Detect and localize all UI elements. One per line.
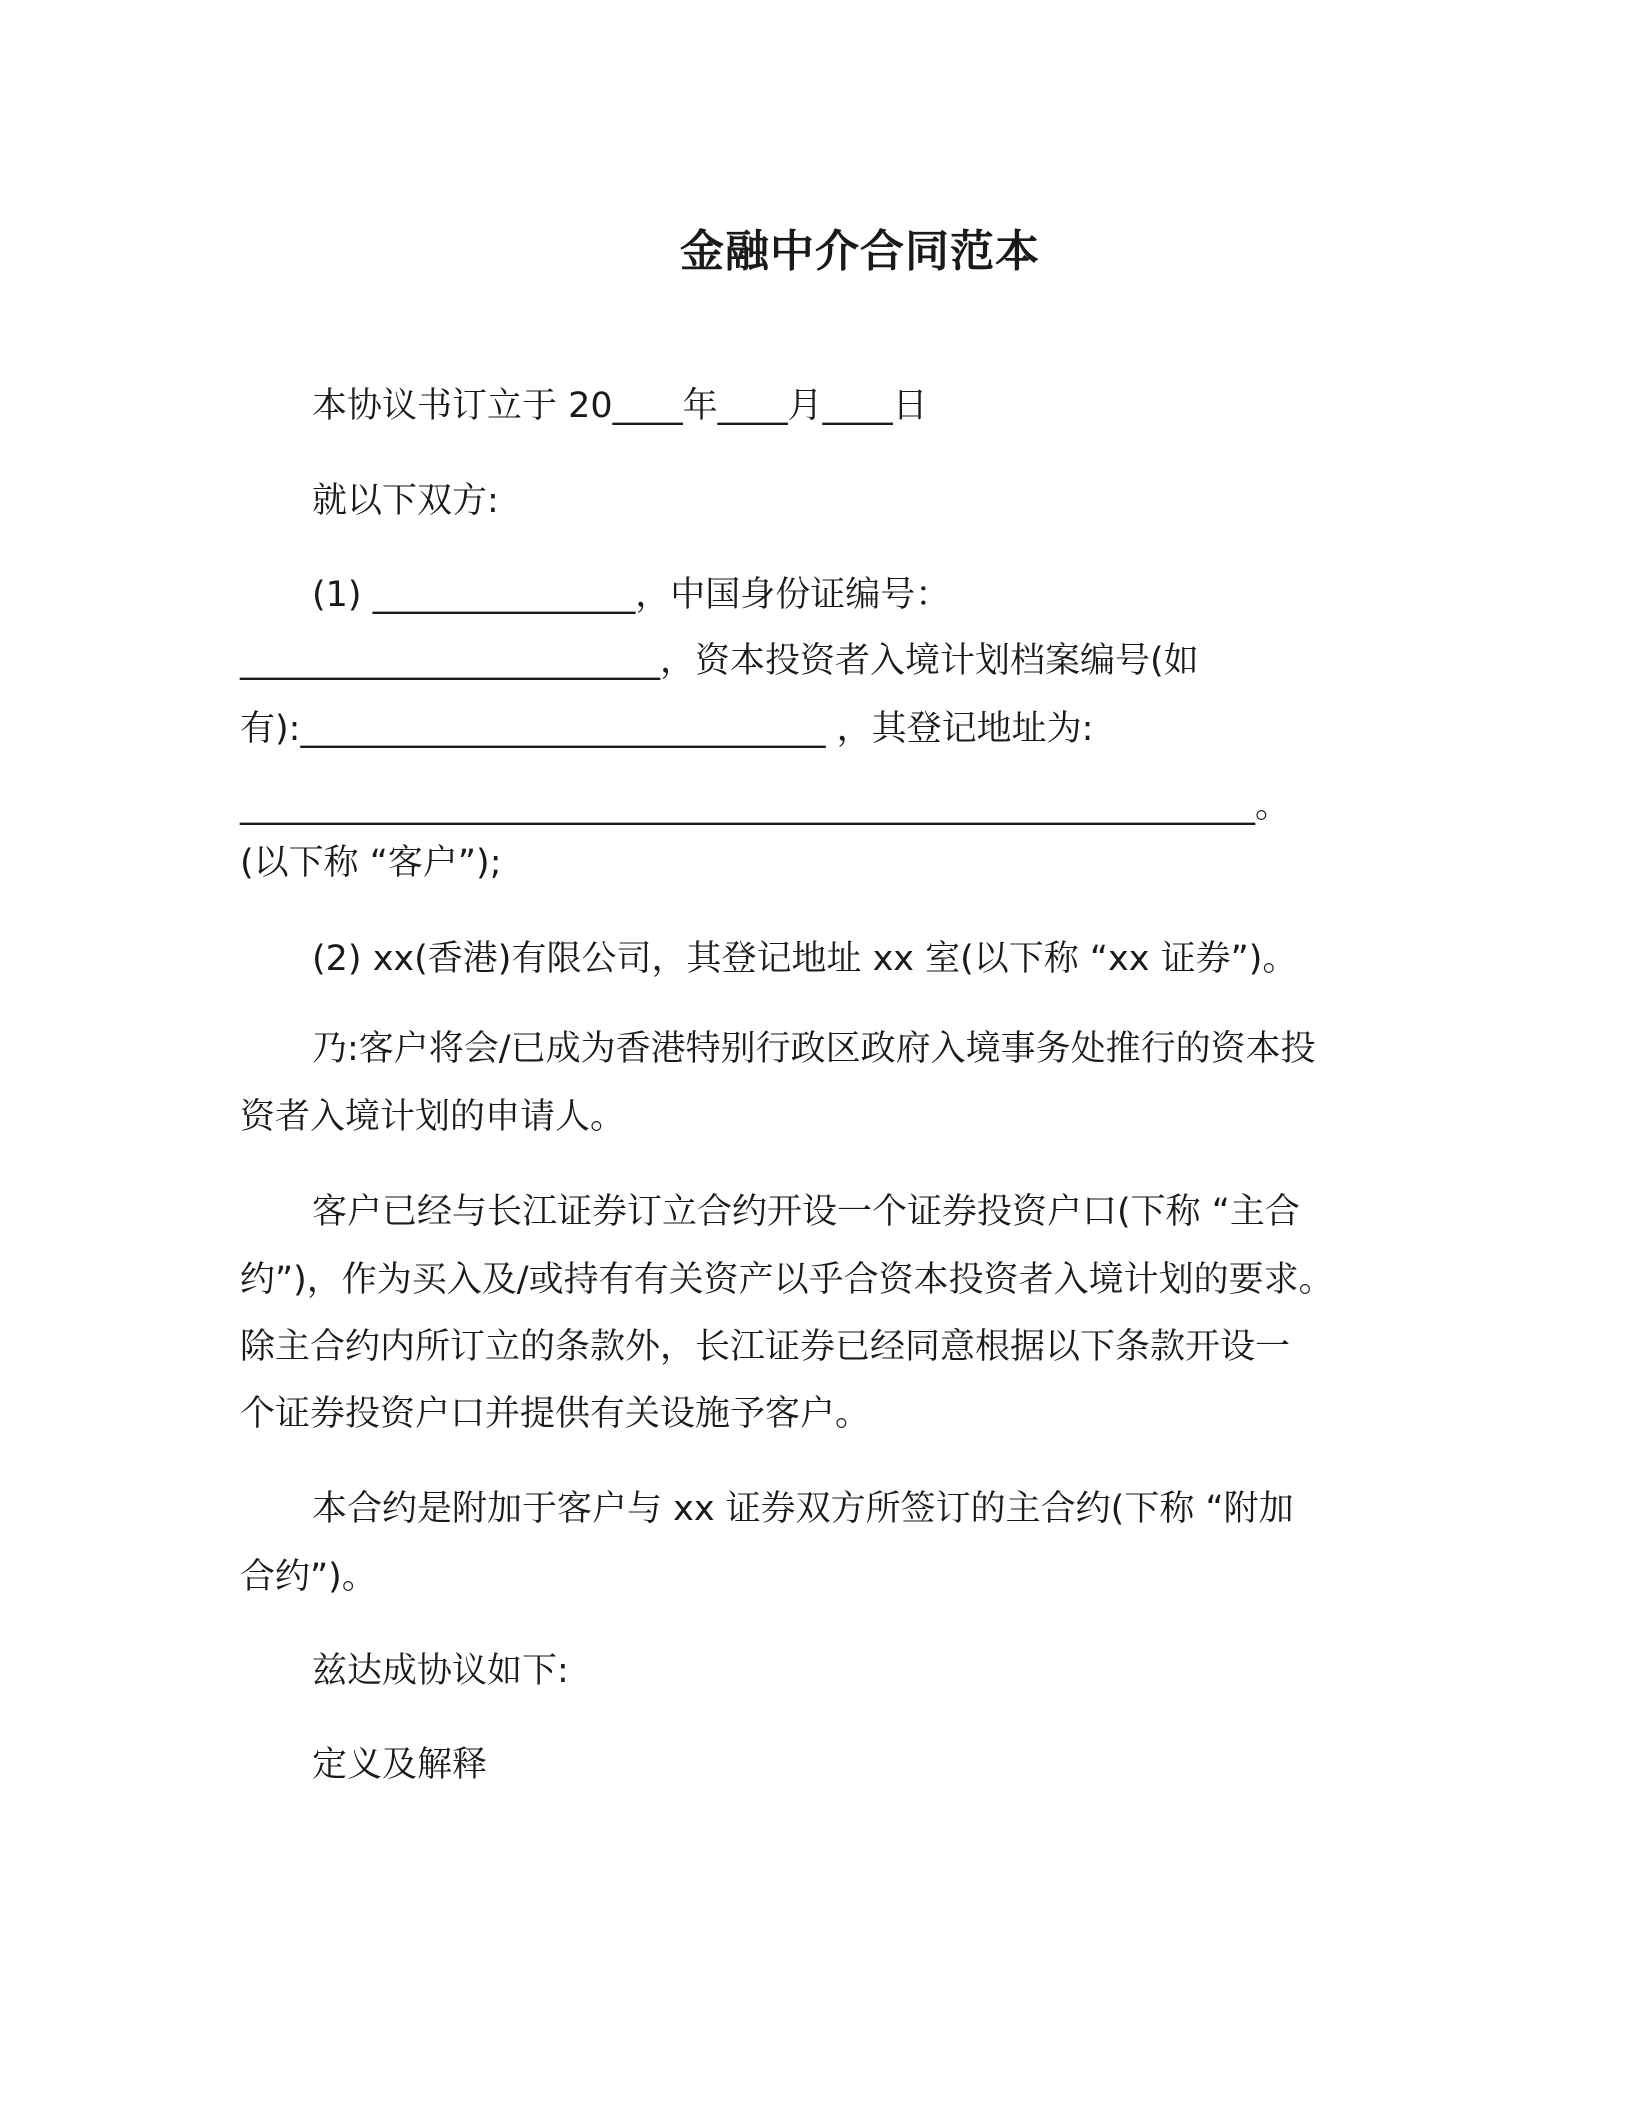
agreement-intro-line: 兹达成协议如下: xyxy=(312,1651,569,1691)
parties-intro-line: 就以下双方: xyxy=(312,481,499,521)
party-1-line-4: __________________________________________________________。 xyxy=(240,786,1291,826)
main-contract-line-3: 除主合约内所订立的条款外，长江证券已经同意根据以下条款开设一 xyxy=(240,1327,1291,1367)
whereas-line-1: 乃:客户将会/已成为香港特别行政区政府入境事务处推行的资本投 xyxy=(312,1029,1316,1069)
agreement-date-line: 本协议书订立于 20____年____月____日 xyxy=(312,386,928,426)
main-contract-line-1: 客户已经与长江证券订立合约开设一个证券投资户口(下称 “主合 xyxy=(312,1192,1300,1232)
supplementary-contract-line-1: 本合约是附加于客户与 xx 证券双方所签订的主合约(下称 “附加 xyxy=(312,1489,1294,1529)
supplementary-contract-line-2: 合约”)。 xyxy=(240,1557,377,1597)
main-contract-line-2: 约”)，作为买入及/或持有有关资产以乎合资本投资者入境计划的要求。 xyxy=(240,1260,1334,1300)
party-1-line-3: 有):______________________________ ，其登记地址为: xyxy=(240,709,1094,749)
whereas-line-2: 资者入境计划的申请人。 xyxy=(240,1097,626,1137)
party-2-line: (2) xx(香港)有限公司，其登记地址 xx 室(以下称 “xx 证券”)。 xyxy=(312,939,1298,979)
document-title: 金融中介合同范本 xyxy=(680,226,1040,277)
party-1-line-5: (以下称 “客户”); xyxy=(240,843,502,883)
definitions-heading: 定义及解释 xyxy=(312,1745,488,1785)
main-contract-line-4: 个证券投资户口并提供有关设施予客户。 xyxy=(240,1394,871,1434)
party-1-line-1: (1) _______________，中国身份证编号： xyxy=(312,575,951,615)
party-1-line-2: ________________________，资本投资者入境计划档案编号(如 xyxy=(240,641,1199,681)
